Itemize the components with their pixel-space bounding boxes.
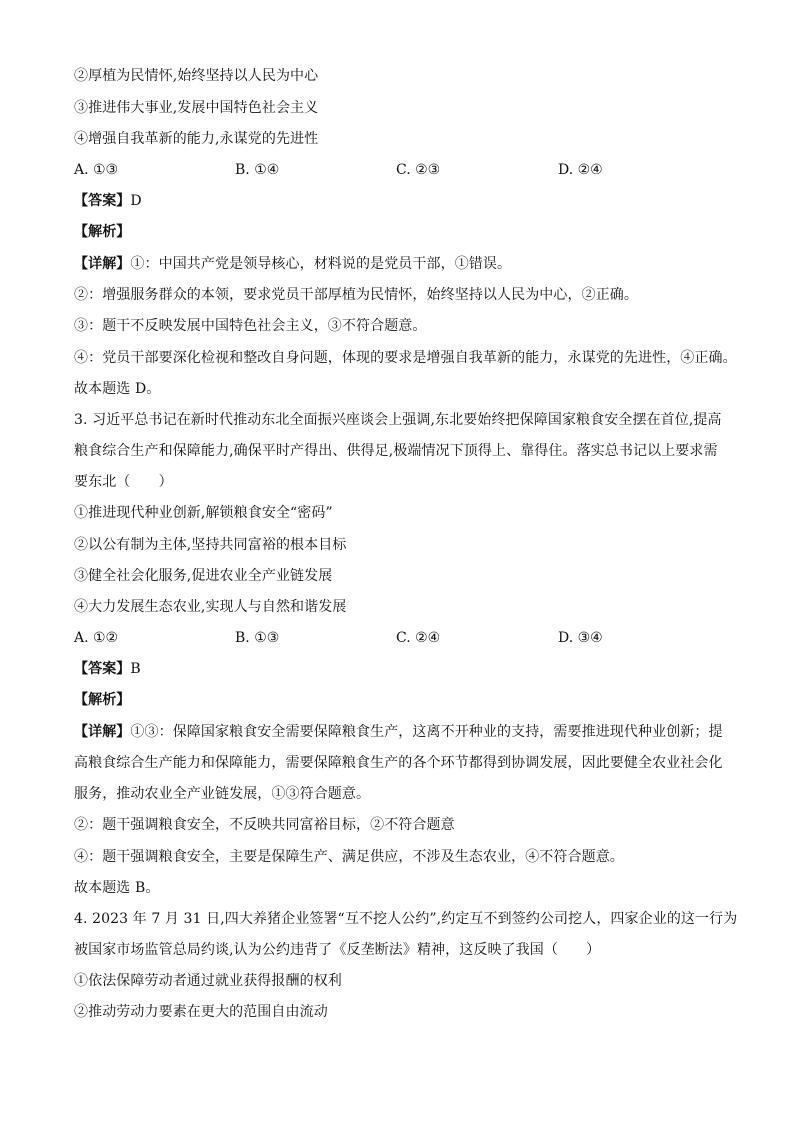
q3-answer-tag: 【答案】 <box>74 661 131 677</box>
q3-conclusion: 故本题选 B。 <box>74 880 160 896</box>
q3-choice-4: ④大力发展生态农业,实现人与自然和谐发展 <box>74 599 347 615</box>
q2-option-c: C. ②③ <box>396 162 441 178</box>
q3-option-c: C. ②④ <box>396 630 441 646</box>
q3-answer <box>74 659 141 679</box>
q3-option-d: D. ③④ <box>558 630 603 646</box>
q3-options <box>74 628 734 648</box>
q4-choice-2: ②推动劳动力要素在更大的范围自由流动 <box>74 1004 328 1020</box>
q3-detail-4: ②：题干强调粮食安全，不反映共同富裕目标，②不符合题意 <box>74 817 455 833</box>
q2-option-b: B. ①④ <box>235 162 280 178</box>
q2-choice-2: ②厚植为民情怀,始终坚持以人民为中心 <box>74 68 319 84</box>
q3-choice-3: ③健全社会化服务,促进农业全产业链发展 <box>74 568 333 584</box>
q3-stem-1: 3. 习近平总书记在新时代推动东北全面振兴座谈会上强调,东北要始终把保障国家粮食安全摆在首位,提高 <box>74 412 722 428</box>
q3-detail-2: 高粮食综合生产能力和保障能力，需要保障粮食生产的各个环节都得到协调发展，因此要健全农业社会化 <box>74 755 723 771</box>
q4-stem-2: 被国家市场监管总局约谈,认为公约违背了《反垄断法》精神，这反映了我国（ ） <box>74 942 601 958</box>
q2-detail-4: ④：党员干部要深化检视和整改自身问题，体现的要求是增强自我革新的能力，永谋党的先进性，④正确。 <box>74 350 737 366</box>
q2-detail-1 <box>74 254 511 274</box>
q2-option-a: A. ①③ <box>74 162 119 178</box>
q3-detail-3: 服务，推动农业全产业链发展，①③符合题意。 <box>74 786 371 802</box>
q2-choice-3: ③推进伟大事业,发展中国特色社会主义 <box>74 100 319 116</box>
q2-answer-value: D <box>130 193 142 209</box>
q4-stem-1: 4. 2023 年 7 月 31 日,四大养猪企业签署“互不挖人公约”,约定互不到签约公司挖人，四家企业的这一行为 <box>74 911 738 927</box>
q2-option-d: D. ②④ <box>558 162 603 178</box>
q3-stem-3: 要东北（ ） <box>74 474 173 490</box>
q4-choice-1: ①依法保障劳动者通过就业获得报酬的权利 <box>74 973 342 989</box>
q3-detail-tag: 【详解】 <box>74 724 131 740</box>
q3-analysis-tag: 【解析】 <box>74 692 131 708</box>
q3-stem-2: 粮食综合生产和保障能力,确保平时产得出、供得足,极端情况下顶得上、靠得住。落实总书记以上要求需 <box>74 443 718 459</box>
q3-option-b: B. ①③ <box>235 630 280 646</box>
q3-detail-1 <box>74 722 723 742</box>
q2-conclusion: 故本题选 D。 <box>74 381 161 397</box>
q2-detail-1-text: ①：中国共产党是领导核心，材料说的是党员干部，①错误。 <box>130 256 512 272</box>
q3-option-a: A. ①② <box>74 630 119 646</box>
q2-options <box>74 160 734 180</box>
q2-detail-3: ③：题干不反映发展中国特色社会主义，③不符合题意。 <box>74 318 427 334</box>
q2-detail-2: ②：增强服务群众的本领，要求党员干部厚植为民情怀，始终坚持以人民为中心，②正确。 <box>74 287 638 303</box>
q2-analysis-tag: 【解析】 <box>74 224 131 240</box>
q3-choice-2: ②以公有制为主体,坚持共同富裕的根本目标 <box>74 537 347 553</box>
q3-detail-1-text: ①③：保障国家粮食安全需要保障粮食生产，这离不开种业的支持，需要推进现代种业创新；提 <box>130 724 723 740</box>
q2-choice-4: ④增强自我革新的能力,永谋党的先进性 <box>74 131 319 147</box>
q2-answer-tag: 【答案】 <box>74 193 131 209</box>
q3-detail-5: ④：题干强调粮食安全，主要是保障生产、满足供应，不涉及生态农业，④不符合题意。 <box>74 849 624 865</box>
q3-choice-1: ①推进现代种业创新,解锁粮食安全“密码” <box>74 505 333 521</box>
q2-answer <box>74 191 142 211</box>
q3-answer-value: B <box>130 661 141 677</box>
q2-detail-tag: 【详解】 <box>74 256 131 272</box>
